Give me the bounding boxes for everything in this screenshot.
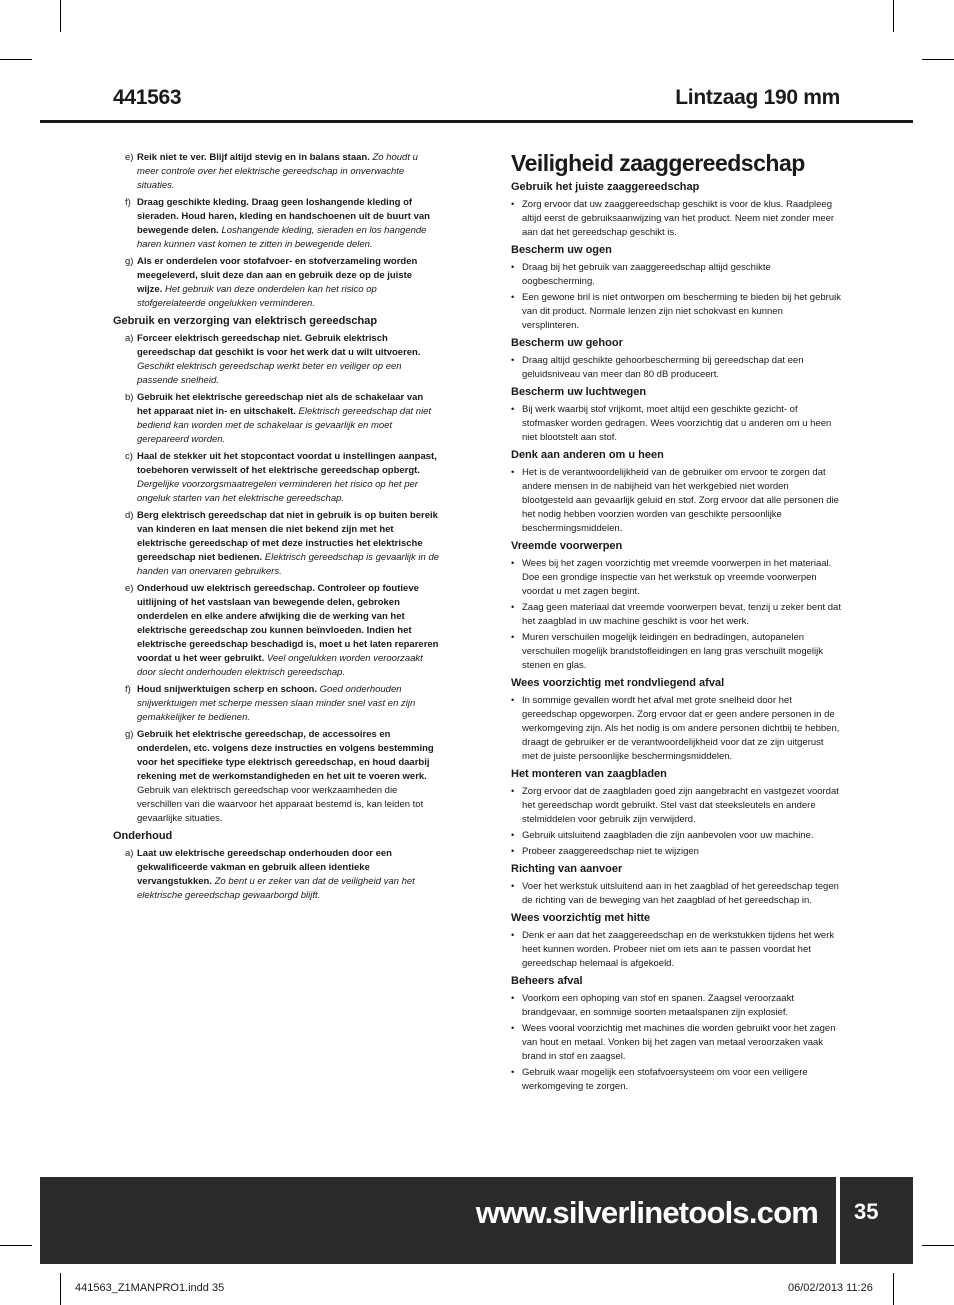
list-item [113,582,440,680]
subhead-maintenance: Onderhoud [113,830,173,842]
bullet-dot-icon: • [511,404,515,415]
bullet-item [511,601,841,629]
bullet-dot-icon: • [511,467,515,478]
item-label: f) [125,197,131,208]
list-item [113,151,440,193]
bullet-text: Een gewone bril is niet ontworpen om bescherming te bieden bij het gebruik van dit product. Normale lenzen zijn niet schokvast en kunnen versplinteren. [522,292,841,331]
bullet-text: Wees bij het zagen voorzichtig met vreemde voorwerpen in het materiaal. Doe een grondige inspectie van het werkstuk op vreemde voorwerpen voordat u met zagen begint. [522,558,832,597]
bullet-item [511,992,841,1020]
list-item [113,728,440,826]
crop-mark [0,1245,32,1246]
item-bold-text: Als er onderdelen voor stofafvoer- en stofverzameling worden meegeleverd, sluit deze dan aan en gebruik deze op de juiste wijze. [137,256,418,295]
bullet-item [511,929,841,971]
bullet-text: Muren verschuilen mogelijk leidingen en bedradingen, autopanelen verschuilen mogelijk brandstofleidingen en lang gras verschuilt mogelijk stenen en glas. [522,632,823,671]
item-label: d) [125,510,134,521]
bullet-item [511,880,841,908]
section-heading: Bescherm uw ogen [511,244,612,256]
item-italic-text: Geschikt elektrisch gereedschap werkt beter en veiliger op een passende snelheid. [137,361,402,386]
item-bold-text: Forceer elektrisch gereedschap niet. Gebruik elektrisch gereedschap dat geschikt is voor het werk dat u wilt uitvoeren. [137,333,421,358]
bullet-dot-icon: • [511,292,515,303]
item-italic-text: Elektrisch gereedschap dat niet bediend kan worden met de schakelaar is gevaarlijk en moet gerepareerd worden. [137,406,432,445]
bullet-item [511,631,841,673]
website-link[interactable]: www.silverlinetools.com [475,1195,818,1230]
bullet-dot-icon: • [511,355,515,366]
item-bold-text: Laat uw elektrische gereedschap onderhouden door een gekwalificeerde vakman en gebruik alleen identieke vervangstukken. [137,848,392,887]
bullet-dot-icon: • [511,602,515,613]
bullet-dot-icon: • [511,1067,515,1078]
bullet-dot-icon: • [511,1023,515,1034]
section-title: Veiligheid zaaggereedschap [511,150,805,176]
bullet-text: Wees vooral voorzichtig met machines die worden gebruikt voor het zagen van hout en metaal. Vonken bij het zagen van metaal veroorzaken vaak brand in stof en zaagsel. [522,1023,836,1062]
item-italic-text: Goed onderhouden snijwerktuigen met scherpe messen slaan minder snel vast en zijn gemakkelijker te bedienen. [137,684,416,723]
list-item [113,847,440,903]
bullet-text: Gebruik waar mogelijk een stofafvoersysteem om voor een veiligere werkomgeving te zorgen. [522,1067,808,1092]
bullet-dot-icon: • [511,558,515,569]
subhead-use-care: Gebruik en verzorging van elektrisch gereedschap [113,315,378,327]
bullet-text: In sommige gevallen wordt het afval met grote snelheid door het gereedschap opgeworpen. Zorg ervoor dat er geen andere personen in de werkomgeving zijn. Als het nodig is om andere personen dichtbij te hebben, draagt de gebruiker er de verantwoordelijkheid voor dat ze zijn uitgerust met de juiste persoonlijke beschermingsmiddelen. [522,695,840,762]
bullet-dot-icon: • [511,930,515,941]
bullet-dot-icon: • [511,846,515,857]
left-column [113,151,440,906]
page-number-box [840,1177,913,1264]
right-sections [511,180,841,1094]
item-italic-text: Het gebruik van deze onderdelen kan het risico op stofgerelateerde ongelukken verminderen. [137,284,377,309]
bullet-text: Voorkom een ophoping van stof en spanen. Zaagsel veroorzaakt brandgevaar, en sommige soorten metaalspanen zijn explosief. [522,993,794,1018]
item-label: c) [125,451,133,462]
bullet-item [511,261,841,289]
item-plain-text: Gebruik van elektrisch gereedschap voor werkzaamheden die verschillen van die waarvoor het apparaat bestemd is, kan leiden tot gevaarlijke situaties. [137,785,424,824]
item-bold-text: Draag geschikte kleding. Draag geen loshangende kleding of sieraden. Houd haren, kleding en handschoenen uit de buurt van bewegende delen. [137,197,430,236]
bullet-item [511,694,841,764]
item-italic-text: Loshangende kleding, sieraden en los hangende haren kunnen vast komen te zitten in bewegende delen. [137,225,427,250]
item-bold-text: Reik niet te ver. Blijf altijd stevig en in balans staan. [137,152,370,163]
crop-mark [893,0,894,32]
bullet-dot-icon: • [511,786,515,797]
crop-mark [893,1273,894,1305]
item-label: g) [125,256,134,267]
bullet-item [511,845,841,859]
items-group-c [113,847,440,903]
crop-mark [0,59,32,60]
list-item [113,509,440,579]
item-label: f) [125,684,131,695]
item-bold-text: Gebruik het elektrische gereedschap, de accessoires en onderdelen, etc. volgens deze instructies en volgens bestemming voor het specifieke type elektrisch gereedschap, en houd daarbij rekening met de werkomstandigheden en het uit te voeren werk. [137,729,434,782]
bullet-text: Zaag geen materiaal dat vreemde voorwerpen bevat, tenzij u zeker bent dat het zaagblad in uw machine geschikt is voor het werk. [522,602,841,627]
section-heading: Wees voorzichtig met hitte [511,912,651,924]
bullet-text: Probeer zaaggereedschap niet te wijzigen [522,846,699,857]
list-item [113,196,440,252]
page-number: 35 [854,1199,879,1224]
bullet-item [511,466,841,536]
bullet-text: Zorg ervoor dat de zaagbladen goed zijn aangebracht en vastgezet voordat het gereedschap wordt gebruikt. Stel vast dat steeksleutels en andere stelmiddelen voor gebruik zijn verwijderd. [522,786,839,825]
item-label: b) [125,392,134,403]
section-heading: Het monteren van zaagbladen [511,768,667,780]
section-heading: Bescherm uw luchtwegen [511,386,647,398]
bullet-dot-icon: • [511,881,515,892]
items-group-a [113,151,440,311]
section-heading: Richting van aanvoer [511,863,623,875]
item-bold-text: Onderhoud uw elektrisch gereedschap. Controleer op foutieve uitlijning of het vastslaan van bewegende delen, gebroken onderdelen en elke andere afwijking die de werking van het elektrische gereedschap zou kunnen beïnvloeden. Indien het elektrische gereedschap beschadigd is, moet u het laten repareren voordat u het weer gebruikt. [137,583,439,664]
section-heading: Wees voorzichtig met rondvliegend afval [511,677,725,689]
crop-mark [922,59,954,60]
bullet-item [511,829,841,843]
items-group-b [113,332,440,826]
bullet-item [511,785,841,827]
bullet-dot-icon: • [511,199,515,210]
list-item [113,683,440,725]
bullet-item [511,557,841,599]
bullet-dot-icon: • [511,695,515,706]
item-italic-text: Zo houdt u meer controle over het elektrische gereedschap in onverwachte situaties. [137,152,418,191]
bullet-text: Gebruik uitsluitend zaagbladen die zijn aanbevolen voor uw machine. [522,830,814,841]
list-item [113,255,440,311]
bullet-item [511,354,841,382]
list-item [113,332,440,388]
item-label: g) [125,729,134,740]
bullet-text: Draag bij het gebruik van zaaggereedschap altijd geschikte oogbescherming. [522,262,771,287]
item-label: e) [125,583,134,594]
footer-bar [40,1177,836,1264]
header-rule [40,120,913,123]
bullet-dot-icon: • [511,262,515,273]
bullet-item [511,1066,841,1094]
section-heading: Beheers afval [511,975,583,987]
item-bold-text: Houd snijwerktuigen scherp en schoon. [137,684,317,695]
bullet-dot-icon: • [511,830,515,841]
bullet-text: Zorg ervoor dat uw zaaggereedschap geschikt is voor de klus. Raadpleeg altijd eerst de gebruiksaanwijzing van het product. Neem niet zonder meer aan dat het gereedschap geschikt is. [522,199,835,238]
bullet-dot-icon: • [511,632,515,643]
slug-file: 441563_Z1MANPRO1.indd 35 [75,1282,225,1294]
bullet-text: Draag altijd geschikte gehoorbescherming bij gereedschap dat een geluidsniveau van meer dan 80 dB produceert. [522,355,804,380]
bullet-item [511,291,841,333]
bullet-dot-icon: • [511,993,515,1004]
section-heading: Gebruik het juiste zaaggereedschap [511,181,700,193]
item-italic-text: Elektrisch gereedschap is gevaarlijk in de handen van onervaren gebruikers. [137,552,440,577]
section-heading: Bescherm uw gehoor [511,337,623,349]
item-italic-text: Dergelijke voorzorgsmaatregelen verminderen het risico op het per ongeluk starten van het elektrische gereedschap. [137,479,418,504]
section-heading: Vreemde voorwerpen [511,540,623,552]
bullet-text: Denk er aan dat het zaaggereedschap en de werkstukken tijdens het werk heet kunnen worden. Probeer niet om iets aan te passen voordat het gereedschap helemaal is afgekoeld. [522,930,835,969]
bullet-item [511,198,841,240]
item-italic-text: Zo bent u er zeker van dat de veiligheid van het elektrische gereedschap gewaarborgd blijft. [137,876,415,901]
crop-mark [60,0,61,32]
item-label: e) [125,152,134,163]
product-code: 441563 [113,86,182,109]
bullet-text: Het is de verantwoordelijkheid van de gebruiker om ervoor te zorgen dat andere mensen in de nabijheid van het werkgebied niet worden blootgesteld aan gevaarlijk geluid en stof. Zorg ervoor dat alle personen die het nodig hebben voorzien worden van geschikte persoonlijke beschermingsmiddelen. [522,467,839,534]
item-bold-text: Berg elektrisch gereedschap dat niet in gebruik is op buiten bereik van kinderen en laat mensen die niet bekend zijn met het elektrische gereedschap of met deze instructies het elektrische gereedschap niet bedienen. [137,510,438,563]
bullet-item [511,1022,841,1064]
item-bold-text: Gebruik het elektrische gereedschap niet als de schakelaar van het apparaat niet in- en uitschakelt. [137,392,424,417]
list-item [113,450,440,506]
item-label: a) [125,848,134,859]
crop-mark [922,1245,954,1246]
section-heading: Denk aan anderen om u heen [511,449,664,461]
right-column [511,149,841,1096]
item-italic-text: Veel ongelukken worden veroorzaakt door slecht onderhouden elektrisch gereedschap. [137,653,423,678]
item-bold-text: Haal de stekker uit het stopcontact voordat u instellingen aanpast, toebehoren verwisselt of het elektrische gereedschap opbergt. [137,451,437,476]
crop-mark [60,1273,61,1305]
item-label: a) [125,333,134,344]
product-title: Lintzaag 190 mm [675,86,840,109]
list-item [113,391,440,447]
bullet-text: Voer het werkstuk uitsluitend aan in het zaagblad of het gereedschap tegen de richting van de beweging van het zaagblad of het gereedschap in. [522,881,839,906]
slug-date: 06/02/2013 11:26 [788,1282,873,1294]
bullet-item [511,403,841,445]
bullet-text: Bij werk waarbij stof vrijkomt, moet altijd een geschikte gezicht- of stofmasker worden gedragen. Wees voorzichtig dat u anderen om u heen niet blootstelt aan stof. [522,404,832,443]
